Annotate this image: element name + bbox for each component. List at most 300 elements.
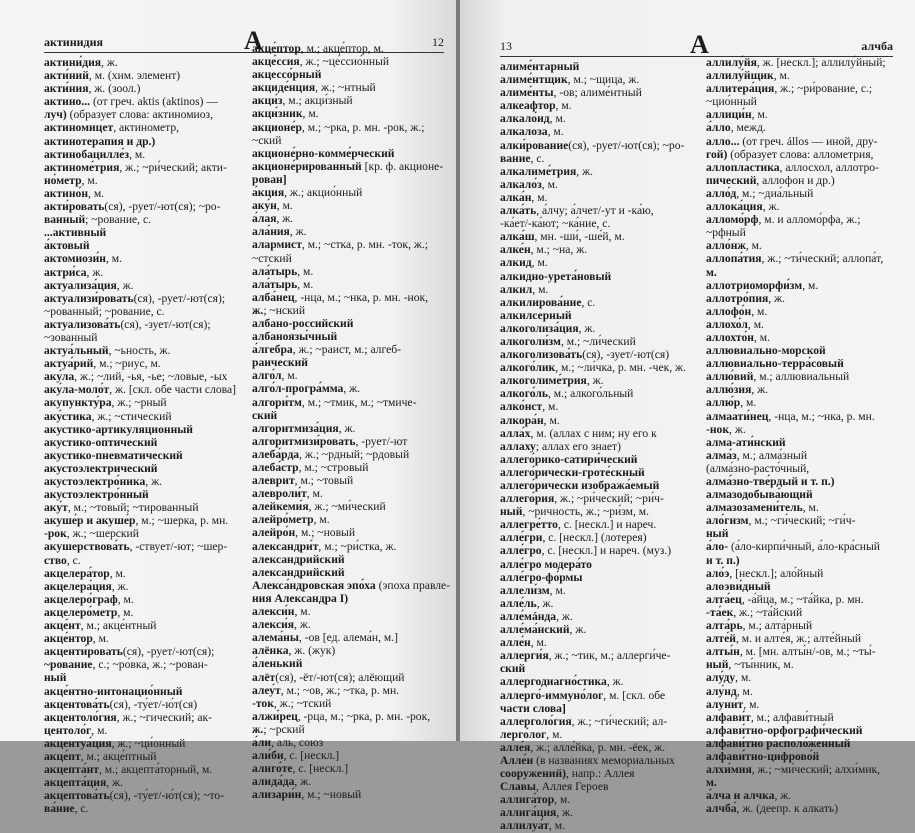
dictionary-line [706, 488, 896, 501]
dictionary-line [500, 270, 696, 283]
dictionary-line: алкого́лик, м.; ~ли́чка, р. мн. -чек, ж. [500, 361, 686, 375]
dictionary-line: аллопластика, аллосхол, аллотро- [706, 160, 879, 174]
dictionary-line: акупункту́ра, ж.; ~рный [44, 396, 167, 410]
headword: алуни́т [706, 697, 744, 711]
dictionary-line: актуа́рий, м.; ~риус, м. [44, 357, 161, 371]
dictionary-line: акцелера́тор, м. [44, 566, 126, 580]
headword: аллювиально-морской [706, 344, 826, 358]
dictionary-line: алго́л-програ́мма, ж. [252, 382, 361, 396]
headword: актуа́рий [44, 357, 94, 371]
dictionary-line: акти́ровать(ся), -рует/-ют(ся); ~ро- [44, 200, 221, 214]
dictionary-line: алте́й, м. и алте́я, ж.; алте́йный [706, 632, 862, 646]
headword: акци́зник [252, 107, 303, 121]
dictionary-line: ~ский [252, 133, 282, 147]
dictionary-line: алкеафтор, м. [500, 99, 572, 113]
headword: акцентоло́гия [44, 710, 117, 724]
headword: аллерги́я [500, 649, 549, 663]
dictionary-line: алка́ть, а́лчу; а́лчет/-ут и -ка́ю, [500, 204, 654, 218]
dictionary-line: аллига́ция, ж. [500, 806, 574, 820]
headword: акустико-оптический [44, 435, 158, 449]
dictionary-line: алкилирова́ние, с. [500, 295, 596, 309]
dictionary-line: акци́зник, м. [252, 107, 319, 121]
dictionary-line: аку́ла-моло́т, ж. [скл. обе части слова] [44, 383, 236, 397]
headword: алго́л-програ́мма [252, 382, 344, 396]
headword: м. [706, 265, 717, 279]
dictionary-line [44, 226, 240, 239]
dictionary-line: акци́з, м.; акци́зный [252, 94, 353, 108]
headword: акушерствова́ть [44, 540, 130, 554]
dictionary-line: алго́л, м. [252, 369, 298, 383]
dictionary-line [706, 580, 896, 593]
right-page [460, 0, 915, 833]
headword: а́ло- [706, 540, 731, 554]
dictionary-line: ный, ~ричность, ж.; ~ри́зм, м. [500, 505, 649, 519]
headword: ...активный [44, 226, 107, 240]
dictionary-line: алта́рь, м.; алта́рный [706, 619, 813, 633]
headword: актино́н [44, 186, 89, 200]
dictionary-line [706, 266, 896, 279]
dictionary-line [500, 662, 696, 675]
headword: акценти́ровать [44, 645, 123, 659]
dictionary-line: акти́ний, м. (хим. элемент) [44, 69, 181, 83]
headword: алекси́н [252, 605, 295, 619]
headword: али́би [252, 749, 284, 763]
dictionary-line [44, 436, 240, 449]
dictionary-line [500, 453, 696, 466]
dictionary-line: акционе́рированный [кр. ф. акционе- [252, 159, 444, 173]
headword: акце́ссия [252, 55, 300, 69]
headword: александри́т [252, 539, 319, 553]
headword: алма́зно-тве́рдый и т. п.) [706, 475, 835, 488]
headword: алкилсерный [500, 308, 572, 322]
dictionary-line: алкалоза, м. [500, 125, 564, 139]
dictionary-line: алкоголи́зм, м.; ~ли́ческий [500, 334, 636, 348]
headword: аллици́н [706, 108, 752, 122]
dictionary-line: акце́пт, м.; акце́птный [44, 749, 157, 763]
headword: актини́дия [44, 56, 102, 69]
headword: актиноме́трия [44, 160, 120, 174]
dictionary-line: акцентоло́гия, ж.; ~гический; ак- [44, 710, 212, 724]
headword: алло́д [706, 186, 737, 200]
dictionary-line [252, 173, 444, 186]
dictionary-line [500, 558, 696, 571]
dictionary-line: акце́ссия, ж.; ~це́ссио́нный [252, 55, 390, 69]
dictionary-line: пический, аллофон и др.) [706, 173, 835, 187]
headword: алки́рование [500, 138, 569, 152]
dictionary-line: аллилу́йя, ж. [нескл.]; аллилу́йный; [706, 56, 886, 69]
dictionary-line: алчба́, ж. (деепр. к алкать) [706, 802, 839, 816]
dictionary-line: акценти́ровать(ся), -рует/-ют(ся); [44, 645, 215, 659]
headword: акустоэлектрический [44, 461, 158, 475]
dictionary-line [44, 135, 240, 148]
dictionary-line [706, 475, 896, 488]
headword: раический [252, 356, 308, 370]
dictionary-line [252, 317, 444, 330]
headword: аллотриоморфи́зм [706, 278, 803, 292]
dictionary-line: ~рфный [706, 226, 746, 240]
dictionary-line [706, 554, 896, 567]
headword: ный [706, 658, 729, 672]
headword: алго́л [252, 369, 282, 383]
dictionary-line: алмаати́нец, -нца, м.; ~нка, р. мн. [706, 409, 875, 423]
headword: а́лгебра [252, 343, 293, 357]
dictionary-line: алкоголиза́ция, ж. [500, 321, 596, 335]
headword: алмаати́нец [706, 409, 769, 423]
headword: -ток [252, 696, 274, 710]
dictionary-line: алкало́з, м. [500, 177, 558, 191]
dictionary-line: актуализова́ть(ся), -зует/-ют(ся); [44, 317, 211, 331]
headword: актри́са [44, 265, 87, 279]
dictionary-line: аллотриоморфи́зм, м. [706, 278, 819, 292]
headword: алиме́нтщик [500, 73, 568, 87]
headword: ный [500, 505, 523, 519]
headword: алекси́я [252, 618, 295, 632]
headword: ало́э [706, 566, 730, 580]
headword: акце́нтор [44, 632, 93, 646]
dictionary-line [252, 409, 444, 422]
dictionary-line: а́лгебра, ж.; ~раист, м.; алгеб- [252, 343, 401, 357]
headword: алле́ль [500, 596, 537, 610]
left-page [0, 0, 458, 816]
headword: аллохто́н [706, 330, 754, 344]
headword: Алле́и [500, 753, 537, 767]
headword: части слова] [500, 701, 566, 715]
headword: актуализова́ть [44, 317, 121, 331]
dictionary-line: алиме́нты, -ов; алиме́нтный [500, 86, 642, 100]
headword: ный [706, 527, 729, 541]
headword: албано-российский [252, 316, 354, 330]
dictionary-line [252, 592, 444, 605]
dictionary-line: акцепта́нт, м.; акцепта́торный, м. [44, 763, 213, 777]
headword: -нок [706, 422, 730, 436]
headword: Славы [500, 780, 536, 794]
dictionary-line: алло́нж, м. [706, 239, 762, 253]
dictionary-line [706, 357, 896, 370]
dictionary-line: акционе́р, м.; ~рка, р. мн. -рок, ж.; [252, 120, 425, 134]
headword: алба́нец [252, 290, 295, 304]
running-head: актинидия [44, 35, 104, 49]
headword: алгори́тм [252, 395, 302, 409]
headword: актомиози́н [44, 252, 106, 266]
dictionary-line: -та́ек, ж.; ~та́йский [706, 605, 803, 619]
headword: акцепта́нт [44, 763, 99, 777]
headword: актино... [44, 95, 93, 109]
headword: алкого́ль [500, 387, 548, 401]
dictionary-line: а́лча и алчка, ж. [706, 789, 792, 803]
dictionary-line: аллерги́я, ж.; ~тик, м.; аллерги́че- [500, 649, 671, 663]
dictionary-line: актини́дия, ж. [44, 56, 118, 69]
headword: алко́нст [500, 400, 543, 414]
headword: алты́н [706, 645, 740, 659]
headword: ния Александра I) [252, 591, 349, 605]
headword: актинобацилле́з [44, 147, 130, 161]
headword: ва́ние [44, 802, 75, 816]
dictionary-line: акцептова́ть(ся), -ту́ет/-ю́т(ся); ~то- [44, 789, 225, 803]
headword: аллего́рически-гроте́скный [500, 465, 645, 479]
headword: алкало́ид [500, 112, 550, 126]
headword: алта́ец [706, 592, 742, 606]
headword: аллего́рия [500, 492, 555, 506]
dictionary-line: ~зованный [44, 330, 98, 344]
headword: акустоэлектро́ника [44, 475, 146, 488]
dictionary-line [44, 462, 240, 475]
dictionary-line: аллотро́пия, ж. [706, 291, 785, 305]
headword: ванный [44, 213, 86, 227]
dictionary-line: алжи́рец, -рца, м.; ~рка, р. мн. -рок, [252, 709, 431, 723]
headword: акце́нтно-интонацио́нный [44, 684, 183, 698]
headword: актинотерапия и др.) [44, 134, 156, 148]
headword: алка́н [500, 190, 532, 204]
headword: аллерго́-иммуно́лог [500, 688, 604, 702]
headword: акционе́рно-комме́рческий [252, 146, 395, 160]
dictionary-line [252, 330, 444, 343]
dictionary-line: аллока́ция, ж. [706, 200, 780, 214]
dictionary-line: актуа́льный, ~ьность, ж. [44, 344, 171, 358]
headword: ализари́н [252, 788, 302, 802]
headword: ский [500, 662, 526, 676]
dictionary-line: алле́гри, с. [нескл.] (лотерея) [500, 531, 647, 545]
headword: алчба́ [706, 802, 737, 816]
dictionary-line: алты́н, м. [мн. алты́н/-ов, м.; ~ты́- [706, 645, 876, 659]
headword: Алекса́ндровская эпо́ха [252, 578, 379, 592]
headword: гой) [706, 147, 731, 161]
dictionary-line: алмазозамени́тель, м. [706, 501, 819, 515]
dictionary-line: акце́птор, м.; акце́птор, м. [252, 42, 384, 55]
dictionary-line: алла́х, м. (аллах с ним; ну его к [500, 426, 657, 440]
dictionary-line: алёт(ся), -ёт/-ют(ся); алёющий [252, 670, 405, 684]
dictionary-line: ванный; ~рование, с. [44, 213, 152, 227]
dictionary-line: акцентуа́ция, ж.; ~ци́онный [44, 736, 186, 750]
dictionary-line: алкоголиме́трия, ж. [500, 374, 604, 388]
headword: лерго́лог [500, 727, 547, 741]
headword: алте́й [706, 632, 736, 646]
headword: акци́з [252, 94, 283, 108]
dictionary-line: алломо́рф, м. и алломо́рфа, ж.; [706, 213, 861, 227]
headword: акцелеро́граф [44, 592, 118, 606]
headword: актуализи́ровать [44, 291, 134, 305]
dictionary-line: аллилу́йщик, м. [706, 69, 790, 83]
dictionary-line: (алма́зно-расто́чный, [706, 461, 810, 475]
right-column-2 [706, 56, 896, 815]
headword: алле́ма́нский [500, 623, 570, 637]
dictionary-line: алка́ш, мн. -ши́, -ше́й, м. [500, 230, 625, 244]
headword: аллю́зия [706, 383, 752, 397]
headword: аллохо́л [706, 317, 748, 331]
headword: ж. [252, 722, 264, 736]
headword: алломо́рф [706, 213, 759, 227]
dictionary-line: алевроли́т, м. [252, 487, 323, 501]
headword: алфави́тно-цифрово́й [706, 749, 820, 763]
dictionary-line: актуализа́ция, ж. [44, 278, 134, 292]
headword: алка́ш [500, 230, 535, 244]
dictionary-line: аллерго́-иммуно́лог, м. [скл. обе [500, 688, 666, 702]
dictionary-line: алема́ны, -ов [ед. алема́н, м.] [252, 631, 398, 645]
dictionary-line: гой) (образует слова: аллометрия, [706, 147, 874, 161]
headword: алёт [252, 670, 276, 684]
dictionary-line: алиго́те, с. [нескл.] [252, 762, 349, 776]
dictionary-line: алле́гро, с. [нескл.] и нареч. (муз.) [500, 544, 672, 558]
headword: аку́т [44, 501, 68, 515]
headword: -та́ек [706, 605, 734, 619]
dictionary-line: ала́тырь, м. [252, 277, 314, 291]
dictionary-line [500, 702, 696, 715]
dictionary-line: акцепта́ция, ж. [44, 776, 123, 790]
dictionary-line [706, 724, 896, 737]
dictionary-line: Алле́и (в названиях мемориальных [500, 753, 675, 767]
headword: алфави́тно-орфографи́ческий [706, 723, 863, 737]
headword: алиго́те [252, 762, 293, 776]
dictionary-line: аллохо́л, м. [706, 317, 764, 331]
running-head: алчба [861, 39, 893, 53]
headword: акупункту́ра [44, 396, 112, 410]
dictionary-line: алу́ду, м. [706, 671, 752, 685]
dictionary-line: алле́н, м. [500, 636, 547, 650]
headword: алмазозамени́тель [706, 501, 803, 515]
dictionary-line: алеба́рда, ж.; ~рдный; ~рдовый [252, 447, 410, 461]
headword: акциде́нция [252, 81, 316, 95]
headword: александрийский [252, 565, 345, 579]
dictionary-line: аллегре́тто, с. [нескл.] и нареч. [500, 518, 657, 532]
dictionary-line [44, 488, 240, 501]
dictionary-line [252, 553, 444, 566]
dictionary-line: алло́д, м.; ~диа́льный [706, 186, 814, 200]
dictionary-line [252, 147, 444, 160]
headword: алло... [706, 134, 743, 148]
headword: аллилу́йя [706, 56, 757, 69]
headword: аллерголо́гия [500, 714, 572, 728]
dictionary-line: ~рование, с.; ~ро́вка, ж.; ~рован- [44, 658, 208, 672]
headword: алхи́мия [706, 763, 752, 777]
headword: акце́птор [252, 42, 301, 55]
dictionary-line: алло... (от греч. állos — иной, дру- [706, 134, 878, 148]
dictionary-line: а́лая, ж. [252, 212, 294, 226]
headword: алфави́т [706, 710, 751, 724]
dictionary-line [706, 737, 896, 750]
headword: алла́х [500, 426, 531, 440]
headword: -рок [44, 527, 67, 541]
headword: алле́гро-фо́рмы [500, 570, 583, 584]
headword: а́лая [252, 212, 277, 226]
headword: аллилуа́т [500, 819, 549, 833]
headword: алле́н [500, 636, 531, 650]
headword: алевроли́т [252, 487, 307, 501]
headword: алармист [252, 238, 302, 252]
dictionary-line: актомиози́н, м. [44, 252, 123, 266]
headword: алгоритмиза́ция [252, 421, 339, 435]
page-number: 12 [432, 35, 444, 49]
headword: аллига́тор [500, 793, 555, 807]
headword: акционе́рированный [252, 159, 365, 173]
dictionary-line: а́ли, аль, союз [252, 735, 324, 749]
headword: аллока́ция [706, 200, 763, 214]
dictionary-line: алкоголизова́ть(ся), -зует/-ют(ся) [500, 348, 670, 362]
dictionary-line: али́би, с. [нескл.] [252, 749, 340, 763]
dictionary-line: акце́нт, м.; акце́нтный [44, 619, 157, 633]
headword: алейкеми́я [252, 500, 309, 514]
dictionary-line: алгори́тм, м.; ~тмик, м.; ~тмиче- [252, 395, 417, 409]
dictionary-line: ж.; ~рский [252, 722, 305, 736]
headword: ала́ния [252, 225, 290, 239]
headword: аллели́зм [500, 583, 550, 597]
dictionary-line: акцелеро́граф, м. [44, 592, 134, 606]
headword: алмазодобыва́ющий [706, 488, 813, 502]
headword: алейро́н [252, 526, 296, 540]
dictionary-line: алида́да, ж. [252, 775, 312, 789]
dictionary-line [252, 356, 444, 369]
headword: аллю́вий [706, 370, 754, 384]
dictionary-line: аллего́рия, ж.; ~ри́ческий; ~ри́ч- [500, 492, 664, 506]
headword: алта́рь [706, 619, 743, 633]
dictionary-line: алеврит, м.; ~товый [252, 474, 354, 488]
headword: ала́тырь [252, 277, 298, 291]
dictionary-line [44, 671, 240, 684]
dictionary-line: алёнка, ж. (жук) [252, 644, 336, 658]
headword: актуа́льный [44, 344, 109, 358]
headword: алкоголи́зм [500, 334, 561, 348]
headword: центоло́г [44, 723, 92, 737]
dictionary-line: ство, с. [44, 553, 81, 567]
headword: алле́мáнда [500, 609, 557, 623]
headword: аллига́ция [500, 806, 557, 820]
dictionary-line: аллитера́ция, ж.; ~ри́рование, с.; [706, 82, 873, 96]
headword: а́ктовый [44, 239, 90, 253]
dictionary-line: актри́са, ж. [44, 265, 104, 279]
headword: акцентуа́ция [44, 736, 112, 750]
right-column-1 [500, 60, 696, 833]
dictionary-line: алко́нст, м. [500, 400, 559, 414]
headword: алкеафтор [500, 99, 556, 113]
dictionary-line [706, 344, 896, 357]
headword: алма́з [706, 448, 737, 462]
dictionary-line: алейро́метр, м. [252, 513, 330, 527]
dictionary-line: а́лло, межд. [706, 121, 766, 135]
dictionary-line: алекси́н, м. [252, 605, 311, 619]
section-letter: А [690, 30, 709, 59]
headword: алфави́тно располо́женный [706, 736, 851, 750]
headword: аку́стика [44, 409, 92, 423]
headword: алоэви́дный [706, 579, 771, 593]
headword: алеба́стр [252, 461, 299, 474]
headword: акцепта́ция [44, 776, 107, 790]
dictionary-line [500, 60, 696, 73]
headword: акти́ния [44, 82, 89, 96]
dictionary-line: акустоэлектро́ника, ж. [44, 475, 162, 488]
dictionary-line [500, 479, 696, 492]
headword: акце́нт [44, 619, 81, 633]
dictionary-line [44, 423, 240, 436]
headword: албаноязы́чный [252, 330, 338, 344]
headword: алу́нд [706, 684, 737, 698]
headword: луч) [44, 108, 70, 122]
dictionary-line: аку́т, м.; ~товый; ~тированный [44, 501, 199, 515]
headword: аллопластика [706, 160, 780, 174]
dictionary-line: лерго́лог, м. [500, 727, 563, 741]
dictionary-line: аку́ла, ж.; ~лий, -ья, -ье; ~ловые, -ых [44, 370, 228, 384]
dictionary-line: аллели́зм, м. [500, 583, 566, 597]
headword: алкил [500, 282, 533, 296]
dictionary-line: аллю́р, м. [706, 396, 757, 410]
dictionary-line: актино́н, м. [44, 186, 105, 200]
headword: ~рование [44, 658, 93, 672]
headword: алкоголизова́ть [500, 348, 583, 362]
headword: ж. [252, 303, 264, 317]
dictionary-line: актинобацилле́з, м. [44, 147, 146, 161]
headword: алеу́т [252, 683, 281, 697]
dictionary-line: алки́рование(ся), -рует/-ют(ся); ~ро- [500, 138, 685, 152]
headword: алма-ати́нский [706, 435, 786, 449]
dictionary-line: аллю́вий, м.; аллювиальный [706, 370, 850, 384]
headword: алёнка [252, 644, 289, 658]
